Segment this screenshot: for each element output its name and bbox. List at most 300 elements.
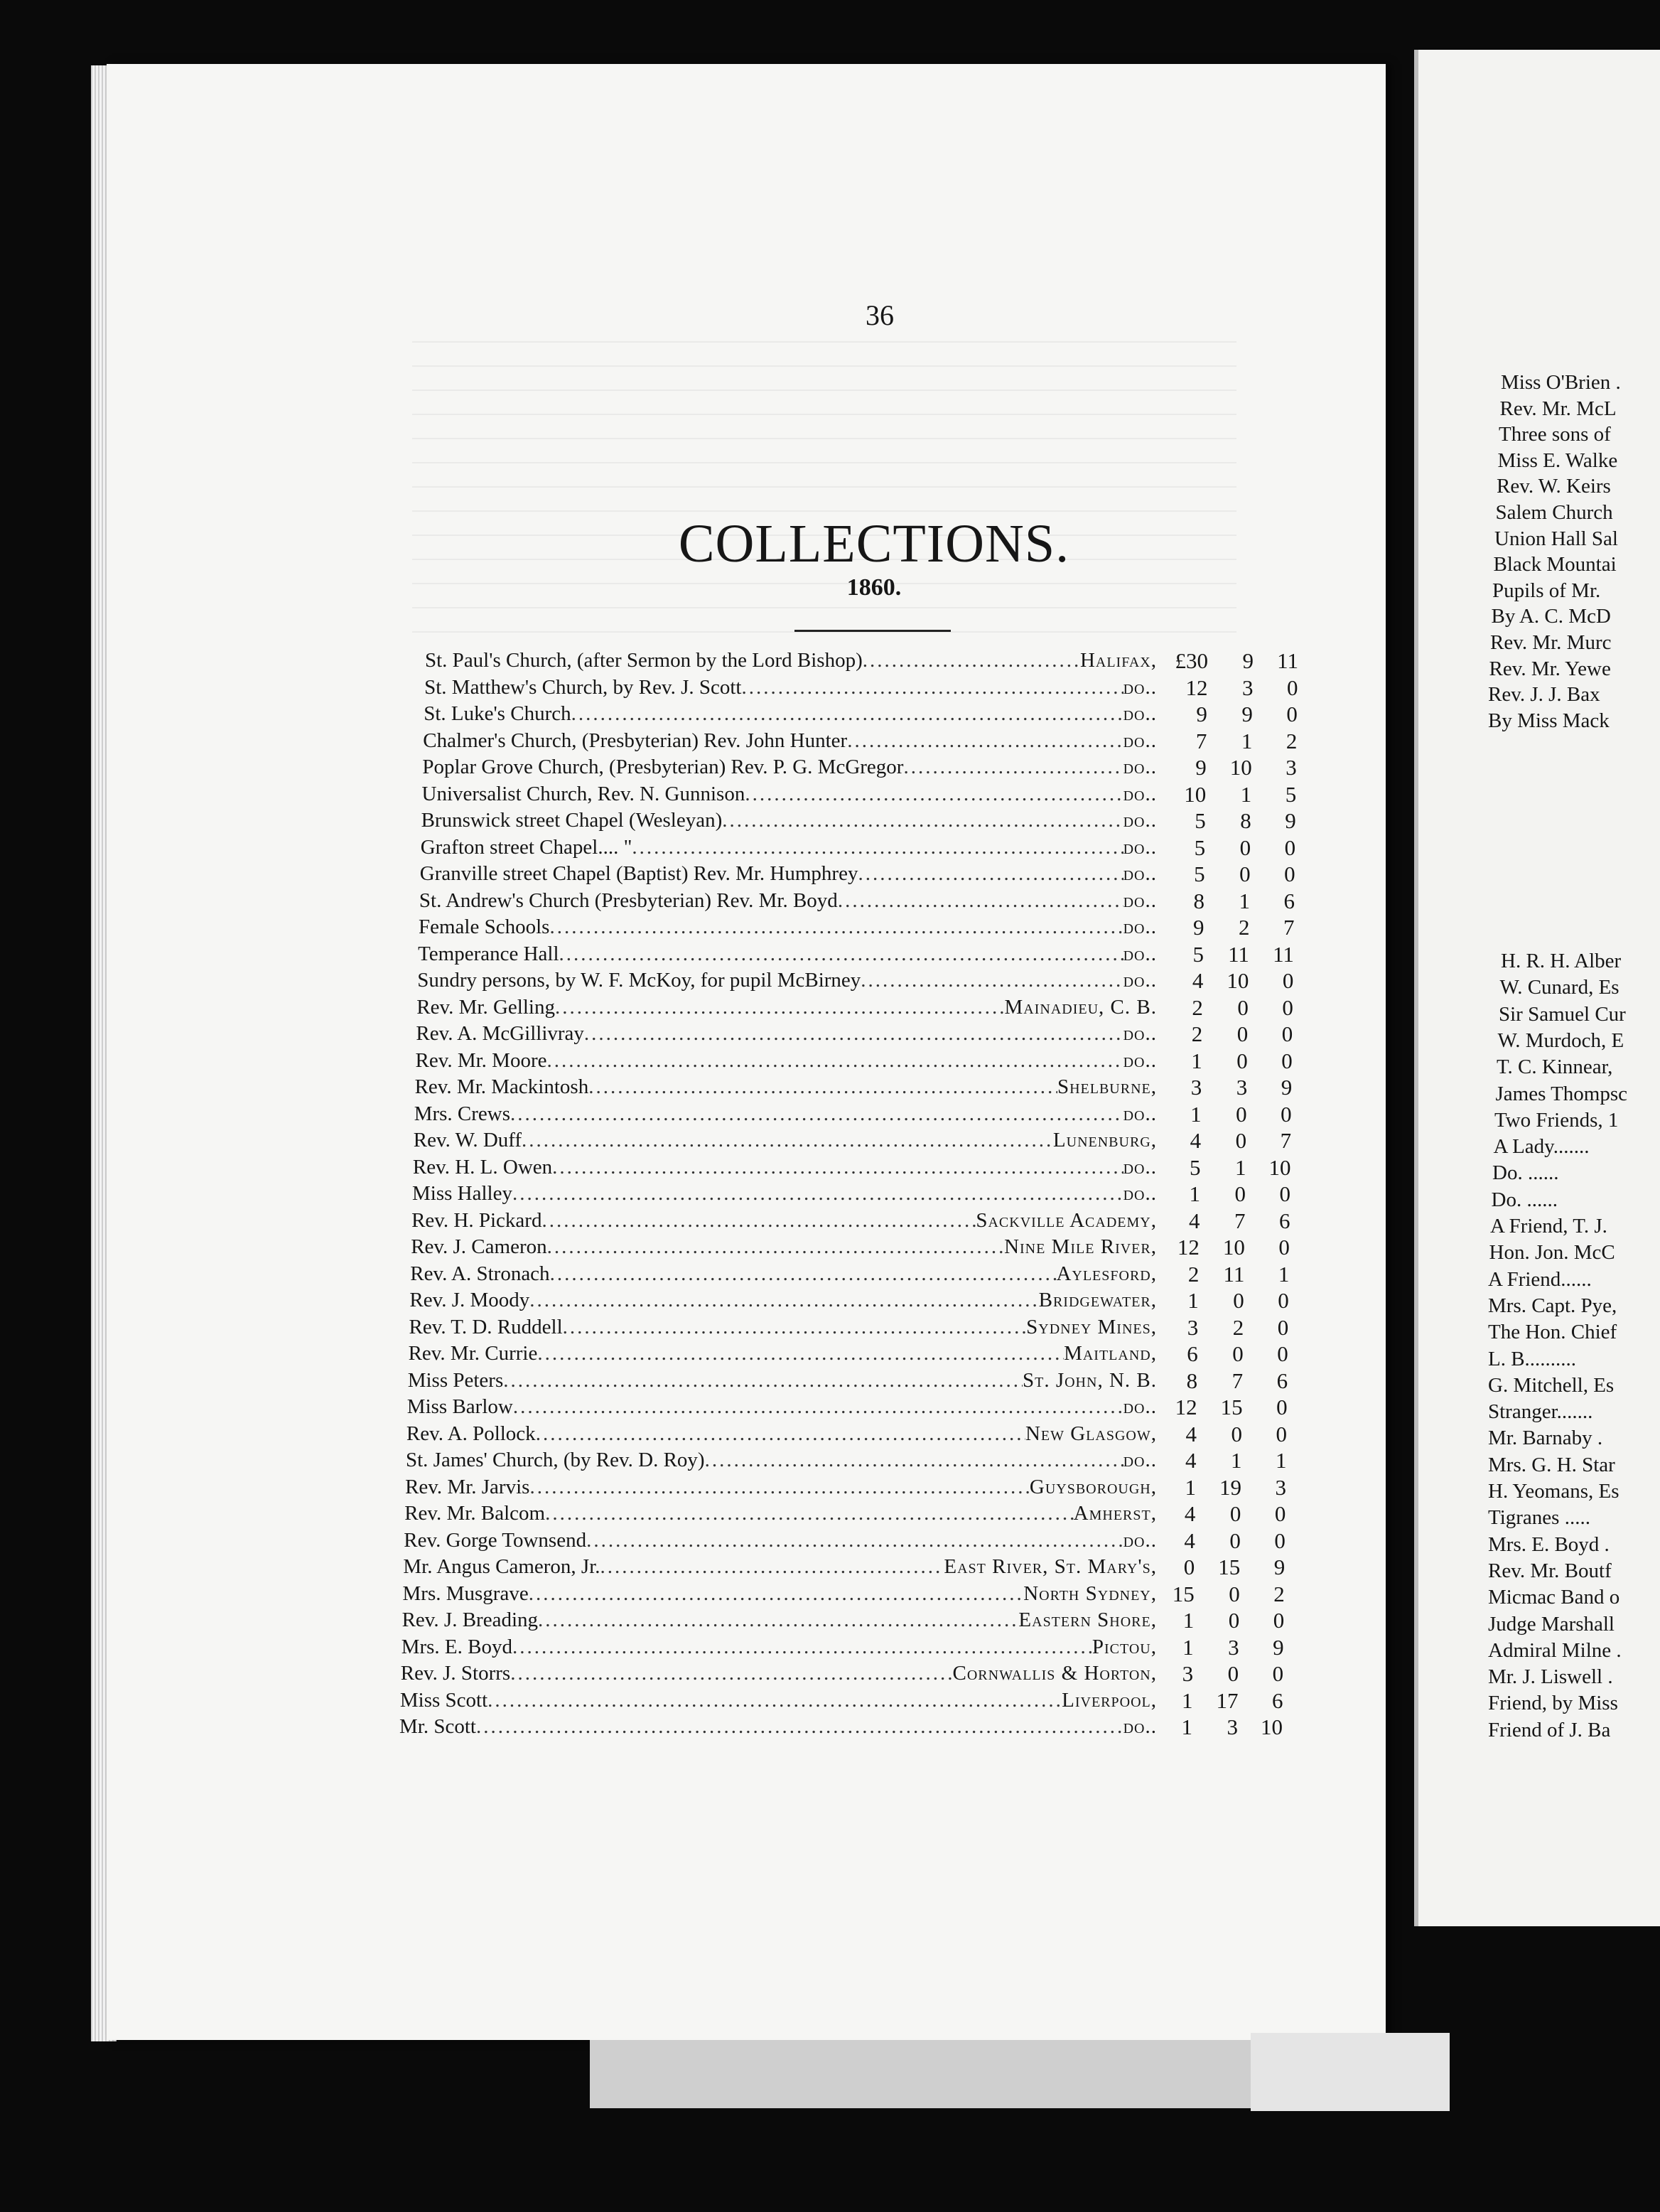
donor-name: Rev. Mr. Jarvis: [405, 1475, 530, 1498]
amount-pounds: 5: [1192, 941, 1204, 967]
amount-shillings: 0: [1231, 1421, 1243, 1446]
dot-leader: [529, 1580, 1023, 1607]
place-name: Cornwallis & Horton,: [952, 1662, 1157, 1685]
amount-shillings: 1: [1241, 728, 1253, 753]
right-page-line: A Lady.......: [1493, 1135, 1590, 1159]
amount-pence: 11: [1273, 941, 1294, 967]
amount-pence: 2: [1286, 728, 1298, 753]
amount-pence: 3: [1275, 1474, 1286, 1500]
place-name: Bridgewater,: [1038, 1289, 1157, 1311]
right-page-line: By A. C. McD: [1491, 605, 1611, 628]
amount-pounds: 2: [1187, 1261, 1200, 1287]
place-name: do..: [1123, 1155, 1157, 1179]
dot-leader: [858, 860, 1123, 887]
dot-leader: [903, 753, 1123, 780]
amount-pounds: 4: [1184, 1528, 1195, 1553]
donor-name: Rev. A. Pollock: [406, 1422, 536, 1445]
place-name: Maitland,: [1064, 1342, 1157, 1365]
amount-pence: 6: [1283, 888, 1295, 913]
right-page-line: James Thompsc: [1495, 1082, 1628, 1105]
place-name: do..: [1123, 782, 1157, 805]
amount-pence: 0: [1278, 1235, 1290, 1260]
amount-shillings: 8: [1240, 808, 1251, 833]
dot-leader: [559, 940, 1123, 967]
collection-row: [404, 1527, 1157, 1554]
place-name: North Sydney,: [1023, 1582, 1157, 1605]
collection-row: [414, 1100, 1157, 1127]
amount-pounds: 5: [1194, 861, 1205, 886]
place-name: do..: [1123, 1715, 1157, 1738]
place-name: do..: [1123, 916, 1157, 938]
amount-shillings: 10: [1222, 1235, 1245, 1260]
donor-name: St. James' Church, (by Rev. D. Roy): [406, 1449, 705, 1471]
dot-leader: [513, 1393, 1123, 1420]
place-name: New Glasgow,: [1025, 1422, 1157, 1445]
amount-shillings: 11: [1223, 1261, 1245, 1287]
place-name: St. John, N. B.: [1022, 1368, 1157, 1392]
place-name: do..: [1123, 969, 1157, 992]
amount-shillings: 1: [1235, 1154, 1246, 1180]
amount-pounds: 5: [1195, 808, 1206, 833]
amount-pounds: 3: [1187, 1314, 1199, 1340]
place-name: Aylesford,: [1056, 1262, 1157, 1285]
amount-pence: 0: [1286, 702, 1298, 726]
amount-pence: 0: [1279, 1181, 1290, 1206]
page-stub-light: [1251, 2033, 1450, 2111]
amount-pence: 0: [1276, 1421, 1288, 1446]
amount-shillings: 0: [1239, 834, 1251, 860]
dot-leader: [705, 1446, 1123, 1473]
amount-shillings: 17: [1216, 1687, 1239, 1713]
right-page-line: Pupils of Mr.: [1492, 579, 1601, 602]
amount-pounds: 4: [1185, 1448, 1197, 1473]
right-page-line: W. Murdoch, E: [1497, 1029, 1624, 1052]
amount-shillings: 7: [1234, 1208, 1246, 1233]
right-page-line: T. C. Kinnear,: [1497, 1056, 1613, 1079]
amount-shillings: 0: [1234, 1181, 1246, 1206]
collection-row: [405, 1473, 1157, 1500]
collection-row: [407, 1393, 1157, 1420]
amount-shillings: 0: [1227, 1661, 1239, 1686]
amount-shillings: 0: [1236, 1048, 1248, 1073]
dot-leader: [552, 1154, 1123, 1181]
amount-pounds: 1: [1182, 1608, 1195, 1633]
collection-row: [416, 1047, 1158, 1074]
dot-leader: [547, 1047, 1123, 1074]
place-name: do..: [1123, 835, 1157, 859]
place-name: Mainadieu, C. B.: [1004, 995, 1157, 1019]
donor-name: Miss Barlow: [406, 1395, 513, 1418]
right-page-line: Rev. J. J. Bax: [1488, 683, 1600, 707]
amount-shillings: 10: [1229, 755, 1252, 780]
amount-pence: 1: [1278, 1261, 1290, 1287]
collection-row: [421, 834, 1157, 861]
right-page-line: L. B..........: [1488, 1347, 1577, 1370]
place-name: do..: [1123, 862, 1157, 885]
dot-leader: [503, 1367, 1023, 1394]
donor-name: Rev. Mr. Moore: [415, 1048, 547, 1072]
amount-pence: 10: [1261, 1714, 1283, 1739]
amount-shillings: 0: [1235, 1128, 1247, 1153]
place-name: do..: [1123, 1182, 1157, 1205]
amount-pence: 6: [1276, 1368, 1288, 1393]
dot-leader: [476, 1713, 1123, 1740]
dot-leader: [555, 994, 1005, 1021]
place-name: Pictou,: [1092, 1635, 1157, 1658]
place-name: Shelburne,: [1057, 1075, 1157, 1098]
collection-row: [419, 887, 1157, 914]
donor-name: Mrs. Crews: [414, 1102, 511, 1125]
collection-row: [409, 1287, 1157, 1314]
amount-pence: 0: [1277, 1341, 1288, 1366]
collection-row: [406, 1446, 1157, 1473]
amount-pence: 0: [1276, 1395, 1288, 1419]
amount-pence: 0: [1281, 1048, 1293, 1073]
amount-pounds: 4: [1190, 1128, 1202, 1153]
amount-shillings: 2: [1232, 1314, 1244, 1340]
amount-shillings: 11: [1228, 941, 1249, 967]
right-page-line: Rev. W. Keirs: [1497, 475, 1611, 498]
amount-pence: 3: [1286, 755, 1297, 780]
place-name: do..: [1123, 1528, 1157, 1552]
donor-name: Mrs. E. Boyd: [401, 1635, 512, 1658]
collection-row: [408, 1367, 1157, 1394]
dot-leader: [529, 1287, 1038, 1314]
collection-row: [420, 860, 1157, 887]
amount-shillings: 0: [1229, 1581, 1240, 1606]
dot-leader: [510, 1660, 952, 1687]
dot-leader: [538, 1606, 1018, 1633]
amount-pounds: 8: [1193, 888, 1205, 913]
place-name: Sackville Academy,: [976, 1208, 1157, 1232]
amount-shillings: 3: [1228, 1634, 1239, 1660]
amount-pence: 7: [1280, 1128, 1292, 1153]
amount-pounds: 4: [1184, 1501, 1196, 1526]
donor-name: Sundry persons, by W. F. McKoy, for pupil McBirney: [417, 969, 861, 992]
amount-pounds: 7: [1195, 728, 1207, 753]
collection-row: [402, 1606, 1157, 1633]
amount-pounds: 8: [1186, 1368, 1198, 1393]
amount-pounds: 1: [1187, 1288, 1199, 1313]
amount-shillings: 3: [1236, 1075, 1248, 1100]
donor-name: Rev. Gorge Townsend: [404, 1528, 587, 1552]
amount-shillings: 0: [1229, 1528, 1241, 1553]
right-page-line: Rev. Mr. Yewe: [1489, 657, 1611, 680]
place-name: Sydney Mines,: [1026, 1315, 1157, 1338]
amount-pence: 0: [1286, 675, 1298, 700]
amount-pence: 0: [1282, 968, 1294, 993]
donor-name: Mr. Angus Cameron, Jr.: [403, 1555, 600, 1578]
dot-leader: [584, 1020, 1123, 1047]
right-page-line: A Friend......: [1488, 1267, 1592, 1291]
right-page-line: Rev. Mr. Murc: [1490, 631, 1612, 654]
dot-leader: [512, 1633, 1092, 1660]
amount-shillings: 15: [1220, 1395, 1243, 1419]
donor-name: Miss Scott: [399, 1688, 488, 1712]
amount-shillings: 0: [1236, 1101, 1247, 1127]
amount-pounds: 3: [1182, 1661, 1194, 1686]
right-page-line: By Miss Mack: [1488, 709, 1610, 732]
amount-shillings: 0: [1232, 1341, 1244, 1366]
donor-name: Rev. Mr. Mackintosh: [414, 1075, 589, 1098]
amount-shillings: 15: [1218, 1555, 1241, 1579]
amount-shillings: 0: [1237, 994, 1249, 1020]
donor-name: Rev. H. L. Owen: [412, 1155, 553, 1179]
amount-pence: 6: [1272, 1687, 1283, 1713]
dot-leader: [741, 674, 1123, 701]
right-page-line: A Friend, T. J.: [1490, 1215, 1607, 1237]
right-page-line: Hon. Jon. McC: [1489, 1241, 1615, 1265]
right-page-line: Mr. J. Liswell .: [1488, 1665, 1613, 1689]
donor-name: Poplar Grove Church, (Presbyterian) Rev. P. G. McGregor: [422, 756, 904, 778]
amount-shillings: 7: [1231, 1368, 1244, 1393]
page-title: COLLECTIONS.: [678, 514, 1070, 574]
dot-leader: [588, 1073, 1057, 1100]
right-page-line: Micmac Band o: [1488, 1586, 1620, 1609]
place-name: Halifax,: [1079, 649, 1157, 672]
amount-pence: 0: [1278, 1288, 1289, 1313]
collection-row: [425, 647, 1157, 674]
amount-shillings: 2: [1239, 915, 1250, 940]
right-page-line: G. Mitchell, Es: [1488, 1373, 1615, 1397]
amount-pounds: 1: [1185, 1474, 1196, 1500]
page-number: 36: [866, 299, 894, 331]
place-name: Nine Mile River,: [1004, 1235, 1157, 1258]
donor-name: Mr. Scott: [399, 1715, 476, 1738]
amount-shillings: 3: [1227, 1714, 1238, 1739]
amount-pounds: £30: [1175, 648, 1208, 673]
place-name: do..: [1123, 1102, 1157, 1125]
donor-name: Rev. Mr. Gelling: [416, 995, 555, 1019]
dot-leader: [632, 834, 1123, 861]
right-page-line: Stranger.......: [1488, 1400, 1593, 1424]
donor-name: Rev. A. Stronach: [410, 1262, 550, 1285]
amount-pounds: 1: [1191, 1048, 1202, 1073]
page-subtitle: 1860.: [846, 574, 902, 601]
collection-row: [421, 807, 1157, 834]
donor-name: Rev. H. Pickard: [411, 1208, 542, 1232]
amount-pence: 9: [1281, 1075, 1293, 1100]
donor-name: St. Luke's Church: [424, 702, 571, 725]
place-name: do..: [1123, 756, 1157, 778]
place-name: do..: [1123, 888, 1157, 912]
right-page-line: Two Friends, 1: [1494, 1108, 1619, 1132]
donor-name: Chalmer's Church, (Presbyterian) Rev. John Hunter: [423, 729, 848, 752]
donor-name: Temperance Hall: [418, 942, 559, 965]
place-name: Eastern Shore,: [1018, 1609, 1157, 1631]
dot-leader: [549, 913, 1123, 940]
amount-pence: 0: [1282, 994, 1293, 1020]
right-page-line: Rev. Mr. McL: [1499, 397, 1617, 420]
place-name: do..: [1123, 1449, 1157, 1471]
collection-row: [414, 1127, 1157, 1154]
collection-row: [416, 994, 1157, 1021]
donor-name: Rev. J. Cameron: [411, 1235, 547, 1258]
place-name: Guysborough,: [1029, 1475, 1157, 1498]
amount-shillings: 0: [1233, 1288, 1244, 1313]
amount-shillings: 1: [1240, 781, 1252, 807]
donor-name: Rev. J. Storrs: [400, 1662, 511, 1685]
donor-name: Rev. Mr. Balcom: [404, 1502, 546, 1525]
right-page-line: Mrs. Capt. Pye,: [1488, 1294, 1617, 1317]
amount-shillings: 3: [1241, 675, 1254, 700]
amount-pounds: 12: [1177, 1235, 1200, 1260]
place-name: Lunenburg,: [1052, 1129, 1157, 1151]
place-name: Amherst,: [1073, 1502, 1157, 1525]
right-page-line: Union Hall Sal: [1494, 527, 1618, 550]
amount-pence: 7: [1283, 915, 1295, 940]
dot-leader: [510, 1100, 1123, 1127]
dot-leader: [547, 1233, 1004, 1260]
donor-name: Rev. J. Moody: [409, 1289, 530, 1311]
amount-pounds: 15: [1172, 1581, 1195, 1606]
amount-pounds: 1: [1182, 1634, 1194, 1660]
amount-pence: 0: [1274, 1528, 1286, 1553]
right-page-line: W. Cunard, Es: [1499, 976, 1619, 999]
right-page-line: Mrs. G. H. Star: [1488, 1453, 1615, 1476]
donor-name: Mrs. Musgrave: [402, 1582, 529, 1605]
collection-row: [417, 967, 1157, 994]
amount-pounds: 3: [1190, 1075, 1202, 1100]
amount-shillings: 9: [1241, 702, 1253, 726]
collection-row: [411, 1233, 1157, 1260]
amount-pounds: 12: [1175, 1395, 1197, 1419]
right-page-line: Three sons of: [1499, 423, 1611, 446]
amount-pounds: 2: [1192, 994, 1203, 1020]
donor-name: Brunswick street Chapel (Wesleyan): [421, 809, 723, 832]
amount-pence: 0: [1274, 1501, 1286, 1526]
dot-leader: [545, 1500, 1074, 1527]
amount-pence: 1: [1276, 1448, 1287, 1473]
donor-name: Universalist Church, Rev. N. Gunnison: [421, 782, 745, 805]
amount-shillings: 1: [1231, 1448, 1242, 1473]
dot-leader: [863, 647, 1080, 674]
donor-name: Rev. A. McGillivray: [416, 1022, 584, 1045]
collection-row: [401, 1633, 1157, 1660]
place-name: do..: [1123, 675, 1157, 699]
amount-pence: 0: [1284, 861, 1295, 886]
amount-pence: 9: [1273, 1555, 1286, 1579]
collection-row: [403, 1580, 1158, 1607]
donor-name: St. Paul's Church, (after Sermon by the Lord Bishop): [425, 649, 863, 672]
collection-row: [419, 913, 1157, 940]
collection-row: [413, 1154, 1157, 1181]
amount-pounds: 9: [1196, 702, 1207, 726]
amount-shillings: 0: [1229, 1501, 1241, 1526]
amount-pounds: 2: [1191, 1021, 1203, 1046]
amount-pence: 0: [1281, 1021, 1293, 1046]
right-page-line: Black Mountai: [1493, 553, 1617, 576]
amount-pence: 9: [1273, 1634, 1284, 1660]
amount-pence: 11: [1277, 648, 1298, 673]
right-page-line: Miss O'Brien .: [1501, 371, 1621, 394]
amount-pounds: 10: [1184, 781, 1207, 807]
amount-shillings: 1: [1239, 888, 1251, 913]
collection-row: [399, 1713, 1157, 1740]
amount-pence: 2: [1273, 1581, 1285, 1606]
right-page-line: Mrs. E. Boyd .: [1488, 1532, 1610, 1556]
right-page-line: Miss E. Walke: [1497, 449, 1618, 472]
amount-pounds: 9: [1193, 915, 1204, 940]
collection-row: [422, 780, 1158, 807]
place-name: do..: [1123, 1048, 1157, 1072]
dot-leader: [600, 1553, 944, 1580]
amount-pounds: 5: [1194, 834, 1206, 860]
dot-leader: [529, 1473, 1029, 1500]
right-page-line: Judge Marshall: [1488, 1612, 1615, 1636]
dot-leader: [586, 1527, 1123, 1554]
place-name: do..: [1123, 729, 1157, 752]
place-name: do..: [1123, 942, 1157, 965]
dot-leader: [537, 1340, 1064, 1367]
dot-leader: [571, 700, 1123, 727]
collection-row: [404, 1500, 1157, 1527]
amount-pence: 6: [1278, 1208, 1290, 1233]
donor-name: Miss Peters: [407, 1368, 504, 1392]
collection-row: [424, 674, 1157, 701]
right-page-line: Friend of J. Ba: [1488, 1718, 1611, 1741]
amount-pounds: 6: [1187, 1341, 1198, 1366]
donor-name: Rev. Mr. Currie: [408, 1342, 538, 1365]
collection-row: [423, 727, 1157, 754]
amount-pence: 0: [1281, 1101, 1292, 1127]
amount-shillings: 19: [1219, 1474, 1241, 1500]
right-page-line: Do. ......: [1492, 1161, 1559, 1185]
title-rule: [794, 630, 951, 632]
right-page-line: H. R. H. Alber: [1501, 950, 1622, 972]
collection-row: [409, 1340, 1157, 1367]
amount-pounds: 1: [1181, 1714, 1192, 1739]
collection-row: [422, 753, 1157, 780]
right-page-line: Do. ......: [1491, 1188, 1558, 1211]
amount-pounds: 4: [1185, 1421, 1197, 1446]
donor-name: Miss Halley: [412, 1182, 512, 1205]
collection-row: [415, 1073, 1157, 1100]
dot-leader: [512, 1180, 1123, 1207]
collection-row: [406, 1420, 1157, 1447]
collection-row: [409, 1314, 1158, 1341]
amount-pounds: 12: [1185, 675, 1208, 700]
place-name: do..: [1123, 702, 1157, 725]
amount-pounds: 1: [1182, 1687, 1193, 1713]
collection-row: [400, 1687, 1157, 1714]
dot-leader: [536, 1420, 1025, 1447]
amount-pounds: 9: [1195, 755, 1207, 780]
amount-shillings: 0: [1239, 861, 1251, 886]
collection-row: [424, 700, 1157, 727]
donor-name: St. Andrew's Church (Presbyterian) Rev. Mr. Boyd: [419, 888, 838, 912]
donor-name: Female Schools: [419, 916, 550, 938]
place-name: East River, St. Mary's,: [944, 1555, 1157, 1578]
dot-leader: [563, 1314, 1027, 1341]
amount-pence: 5: [1285, 781, 1297, 807]
amount-pence: 10: [1268, 1154, 1291, 1180]
dot-leader: [722, 807, 1123, 834]
collection-row: [418, 940, 1157, 967]
donor-name: Rev. T. D. Ruddell: [409, 1315, 563, 1338]
amount-pounds: 4: [1192, 968, 1204, 993]
place-name: Liverpool,: [1062, 1688, 1157, 1712]
place-name: do..: [1123, 809, 1157, 832]
dot-leader: [847, 727, 1123, 754]
right-page-line: H. Yeomans, Es: [1488, 1480, 1619, 1503]
donor-name: Granville street Chapel (Baptist) Rev. Mr. Humphrey: [419, 862, 858, 885]
dot-leader: [745, 780, 1123, 807]
amount-pence: 0: [1273, 1608, 1285, 1633]
dot-leader: [550, 1260, 1057, 1287]
collection-row: [416, 1020, 1157, 1047]
place-name: do..: [1123, 1395, 1157, 1418]
